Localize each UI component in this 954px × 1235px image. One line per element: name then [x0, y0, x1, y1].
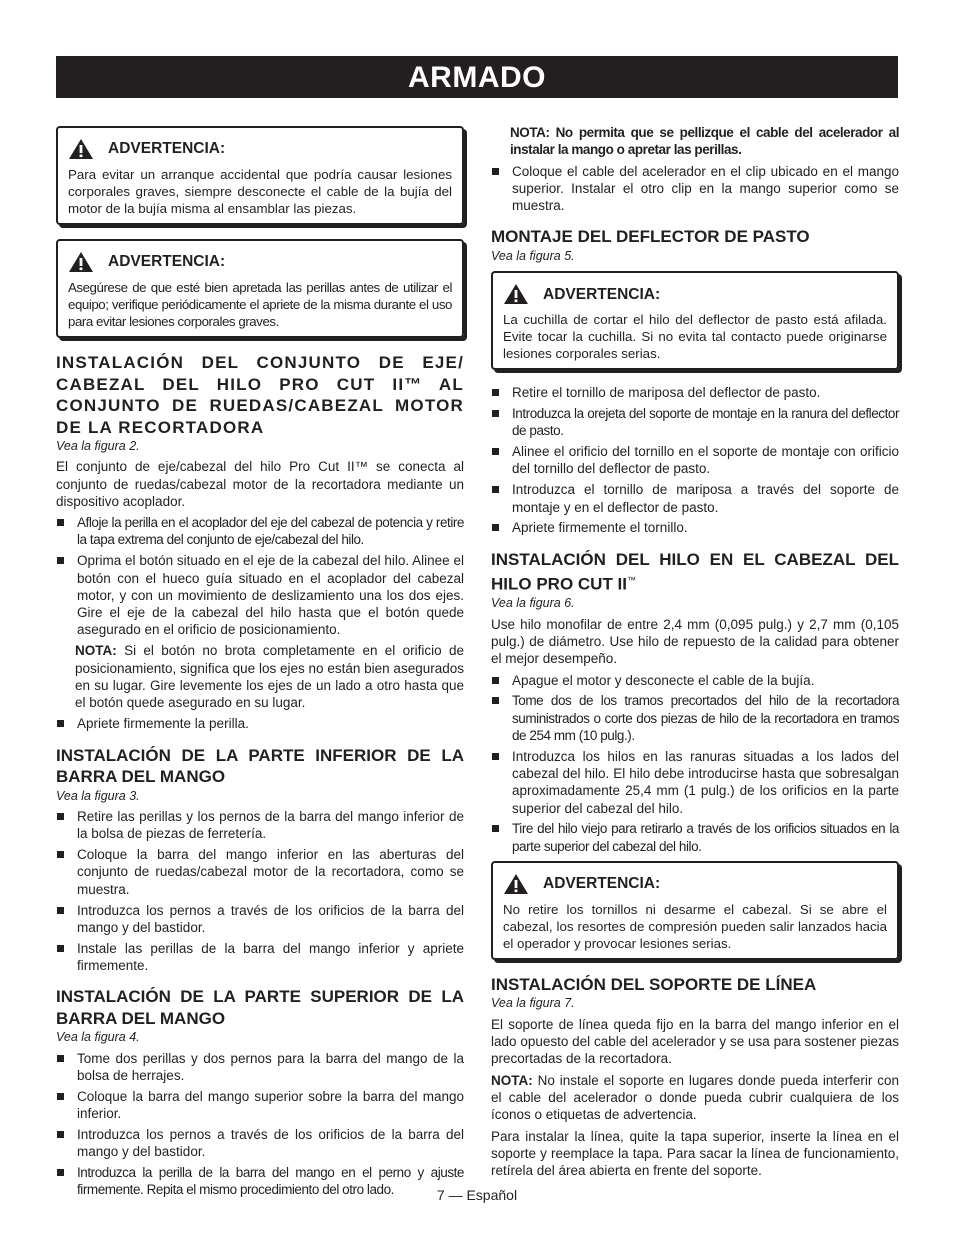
list-item [56, 902, 464, 937]
figure-reference: Vea la figura 7. [491, 996, 575, 1011]
list-item-text: Introduzca los hilos en las ranuras situadas a los lados del cabezal del hilo. El hilo debe introducirse hasta que sobresalgan aproximadamente 25,4 mm (1 pulg.) de los orificios en la parte superior del cabezal del hilo. [512, 748, 899, 816]
page-number: 7 — Español [436, 1187, 518, 1203]
section-heading-text: INSTALACIÓN DEL HILO EN EL CABEZAL DEL HILO PRO CUT II [491, 549, 899, 594]
warning-header [503, 283, 887, 305]
page-footer [0, 1187, 954, 1203]
warning-box [491, 271, 899, 370]
list-item [56, 940, 464, 975]
list-item [56, 514, 464, 549]
warning-text: Para evitar un arranque accidental que podría causar lesiones corporales graves, siempre desconecte el cable de la bujía del motor de la bujía misma al ensamblar las piezas. [68, 167, 452, 216]
section-heading: INSTALACIÓN DEL SOPORTE DE LÍNEA [491, 974, 817, 994]
bullet-icon [492, 389, 499, 396]
section-heading: INSTALACIÓN DEL CONJUNTO DE EJE/ CABEZAL DEL HILO PRO CUT II™ AL CONJUNTO DE RUEDAS/CABEZAL MOTOR DE LA RECORTADORA [56, 353, 464, 437]
section-heading [491, 549, 899, 596]
warning-triangle-icon [503, 873, 529, 895]
bullet-list [56, 514, 464, 639]
note-text: Si el botón no brota completamente en el orificio de posicionamiento, significa que los ejes no están bien asegurados en su lugar. Gire levemente los ejes de un lado a otro hasta que el botón quede asegurado en su lugar. [75, 643, 464, 711]
list-item [491, 384, 899, 401]
list-item-text: Alinee el orificio del tornillo en el soporte de montaje con orificio del tornillo del deflector de pasto. [512, 444, 899, 477]
bullet-icon [492, 486, 499, 493]
list-item-text: Instale las perillas de la barra del mango inferior y apriete firmemente. [77, 940, 464, 973]
list-item-text: Coloque la barra del mango superior sobre la barra del mango inferior. [77, 1088, 464, 1121]
warning-title: ADVERTENCIA: [108, 253, 226, 271]
list-item-text: Introduzca el tornillo de mariposa a través del soporte de montaje y en el deflector de pasto. [512, 482, 899, 515]
bullet-icon [57, 851, 64, 858]
bullet-list [491, 163, 899, 215]
warning-triangle-icon [503, 283, 529, 305]
note-paragraph [491, 1072, 899, 1124]
bullet-icon [492, 697, 499, 704]
paragraph: Para instalar la línea, quite la tapa superior, inserte la línea en el soporte y reemplace la tapa. Para sacar la línea de funcionamiento, retírela del área abierta en frente del soporte. [491, 1128, 899, 1179]
note [56, 642, 464, 711]
bullet-icon [57, 1055, 64, 1062]
list-item-text: Introduzca los pernos a través de los orificios de la barra del mango y del bastidor. [77, 1126, 464, 1159]
note-label: NOTA: [75, 643, 117, 659]
list-item-text: Introduzca los pernos a través de los orificios de la barra del mango y del bastidor. [77, 902, 464, 935]
figure-reference: Vea la figura 5. [491, 248, 575, 263]
note-text: No instale el soporte en lugares donde pueda interferir con el cable del acelerador o donde pueda cubrir cualquiera de los íconos o etiquetas de advertencia. [491, 1072, 899, 1123]
bullet-icon [492, 448, 499, 455]
list-item-text: Apriete firmemente el tornillo. [512, 520, 688, 536]
list-item-text: Oprima el botón situado en el eje de la cabezal del hilo. Alinee el botón con el hueco guía situado en el acoplador del cabezal motor, y con un movimiento de deslizamiento una los dos ejes. Gire el eje de la cabezal del hilo hasta que el botón quede asegurado en el orificio de posicionamiento. [77, 553, 464, 638]
list-item-text: Apague el motor y desconecte el cable de la bujía. [512, 672, 815, 688]
list-item-text: Tire del hilo viejo para retirarlo a través de los orificios situados en la parte superior del cabezal del hilo. [512, 821, 899, 854]
list-item-text: Coloque la barra del mango inferior en las aberturas del conjunto de ruedas/cabezal motor de la recortadora, como se muestra. [77, 847, 464, 897]
warning-box [56, 239, 464, 338]
bullet-list [491, 384, 899, 536]
list-item [491, 748, 899, 817]
warning-text: Asegúrese de que esté bien apretada las perillas antes de utilizar el equipo; verifique periódicamente el apriete de la misma durante el uso para evitar lesiones corporales graves. [68, 280, 452, 329]
warning-box [491, 861, 899, 960]
warning-triangle-icon [68, 251, 94, 273]
bullet-icon [57, 519, 64, 526]
list-item-text: Tome dos de los tramos precortados del hilo de la recortadora suministrados o corte dos piezas de hilo de la recortadora en tramos de 254 mm (10 pulg.). [512, 693, 899, 743]
bullet-icon [492, 677, 499, 684]
warning-title: ADVERTENCIA: [108, 140, 226, 158]
figure-reference: Vea la figura 3. [56, 788, 140, 803]
bullet-icon [57, 720, 64, 727]
bullet-icon [57, 907, 64, 914]
warning-triangle-icon [68, 138, 94, 160]
list-item [56, 1088, 464, 1123]
warning-text: La cuchilla de cortar el hilo del deflector de pasto está afilada. Evite tocar la cuchilla. Si no evita tal contacto puede originarse lesiones corporales serias. [503, 312, 887, 362]
bullet-icon [492, 524, 499, 531]
figure-reference: Vea la figura 4. [56, 1030, 140, 1045]
note-label: NOTA: [491, 1072, 533, 1088]
paragraph: Use hilo monofilar de entre 2,4 mm (0,095 pulg.) y 2,7 mm (0,105 pulg.) de diámetro. Use hilo de repuesto de la calidad para obtener el mejor desempeño. [491, 616, 899, 667]
right-column [491, 120, 899, 1183]
section-heading: INSTALACIÓN DE LA PARTE SUPERIOR DE LA BARRA DEL MANGO [56, 987, 464, 1028]
list-item [56, 1126, 464, 1161]
list-item [56, 552, 464, 638]
list-item-text: Introduzca la orejeta del soporte de montaje en la ranura del deflector de pasto. [512, 406, 899, 439]
warning-title: ADVERTENCIA: [543, 285, 661, 303]
bullet-icon [57, 1169, 64, 1176]
list-item-text: Introduzca la perilla de la barra del mango en el perno y ajuste firmemente. Repita el mismo procedimiento del otro lado. [77, 1164, 464, 1198]
warning-text: No retire los tornillos ni desarme el cabezal. Si se abre el cabezal, los resortes de compresión pueden salir lanzados hacia el operador y provocar lesiones serias. [503, 901, 887, 951]
bullet-icon [57, 557, 64, 564]
bullet-icon [57, 1093, 64, 1100]
warning-header [68, 138, 452, 160]
list-item [491, 163, 899, 215]
list-item-text: Coloque el cable del acelerador en el clip ubicado en el mango superior. Instalar el otro clip en la mango superior como se muestra. [512, 163, 899, 214]
section-banner [56, 56, 898, 98]
warning-header [68, 251, 452, 273]
list-item [56, 715, 464, 732]
list-item [491, 443, 899, 478]
figure-reference: Vea la figura 6. [491, 596, 575, 611]
paragraph: El soporte de línea queda fijo en la barra del mango inferior en el lado opuesto del cable del acelerador y se usa para sostener piezas precortadas de la recortadora. [491, 1016, 899, 1067]
list-item [491, 692, 899, 744]
list-item [491, 672, 899, 689]
list-item-text: Afloje la perilla en el acoplador del eje del cabezal de potencia y retire la tapa extrema del conjunto de eje/cabezal del hilo. [77, 515, 464, 548]
list-item [491, 519, 899, 536]
list-item-text: Retire las perillas y los pernos de la barra del mango inferior de la bolsa de piezas de ferretería. [77, 809, 464, 842]
section-heading: MONTAJE DEL DEFLECTOR DE PASTO [491, 227, 810, 247]
list-item-text: Tome dos perillas y dos pernos para la barra del mango de la bolsa de herrajes. [77, 1050, 464, 1083]
trademark-symbol: ™ [627, 575, 636, 586]
warning-header [503, 873, 887, 895]
warning-box [56, 126, 464, 225]
list-item [491, 405, 899, 440]
bullet-list [56, 715, 464, 732]
list-item [491, 481, 899, 516]
list-item-text: Retire el tornillo de mariposa del deflector de pasto. [512, 385, 821, 401]
bullet-icon [57, 945, 64, 952]
bullet-icon [57, 813, 64, 820]
warning-title: ADVERTENCIA: [543, 875, 661, 893]
bullet-icon [57, 1131, 64, 1138]
list-item [491, 820, 899, 855]
figure-reference: Vea la figura 2. [56, 439, 140, 453]
bullet-icon [492, 825, 499, 832]
bullet-list [491, 672, 899, 855]
section-heading: INSTALACIÓN DE LA PARTE INFERIOR DE LA BARRA DEL MANGO [56, 745, 464, 787]
banner-title: ARMADO [408, 61, 546, 94]
list-item [56, 808, 464, 843]
bullet-icon [492, 753, 499, 760]
bullet-icon [492, 168, 499, 175]
note: NOTA: No permita que se pellizque el cable del acelerador al instalar la mango o apretar las perillas. [510, 125, 899, 158]
list-item-text: Apriete firmemente la perilla. [77, 716, 249, 732]
list-item [56, 846, 464, 898]
paragraph: El conjunto de eje/cabezal del hilo Pro Cut II™ se conecta al conjunto de ruedas/cabezal motor de la recortadora mediante un dispositivo acoplador. [56, 459, 464, 509]
bullet-list [56, 808, 464, 974]
left-column [56, 120, 464, 1202]
bullet-icon [492, 410, 499, 417]
bullet-list [56, 1050, 464, 1199]
list-item [56, 1050, 464, 1085]
